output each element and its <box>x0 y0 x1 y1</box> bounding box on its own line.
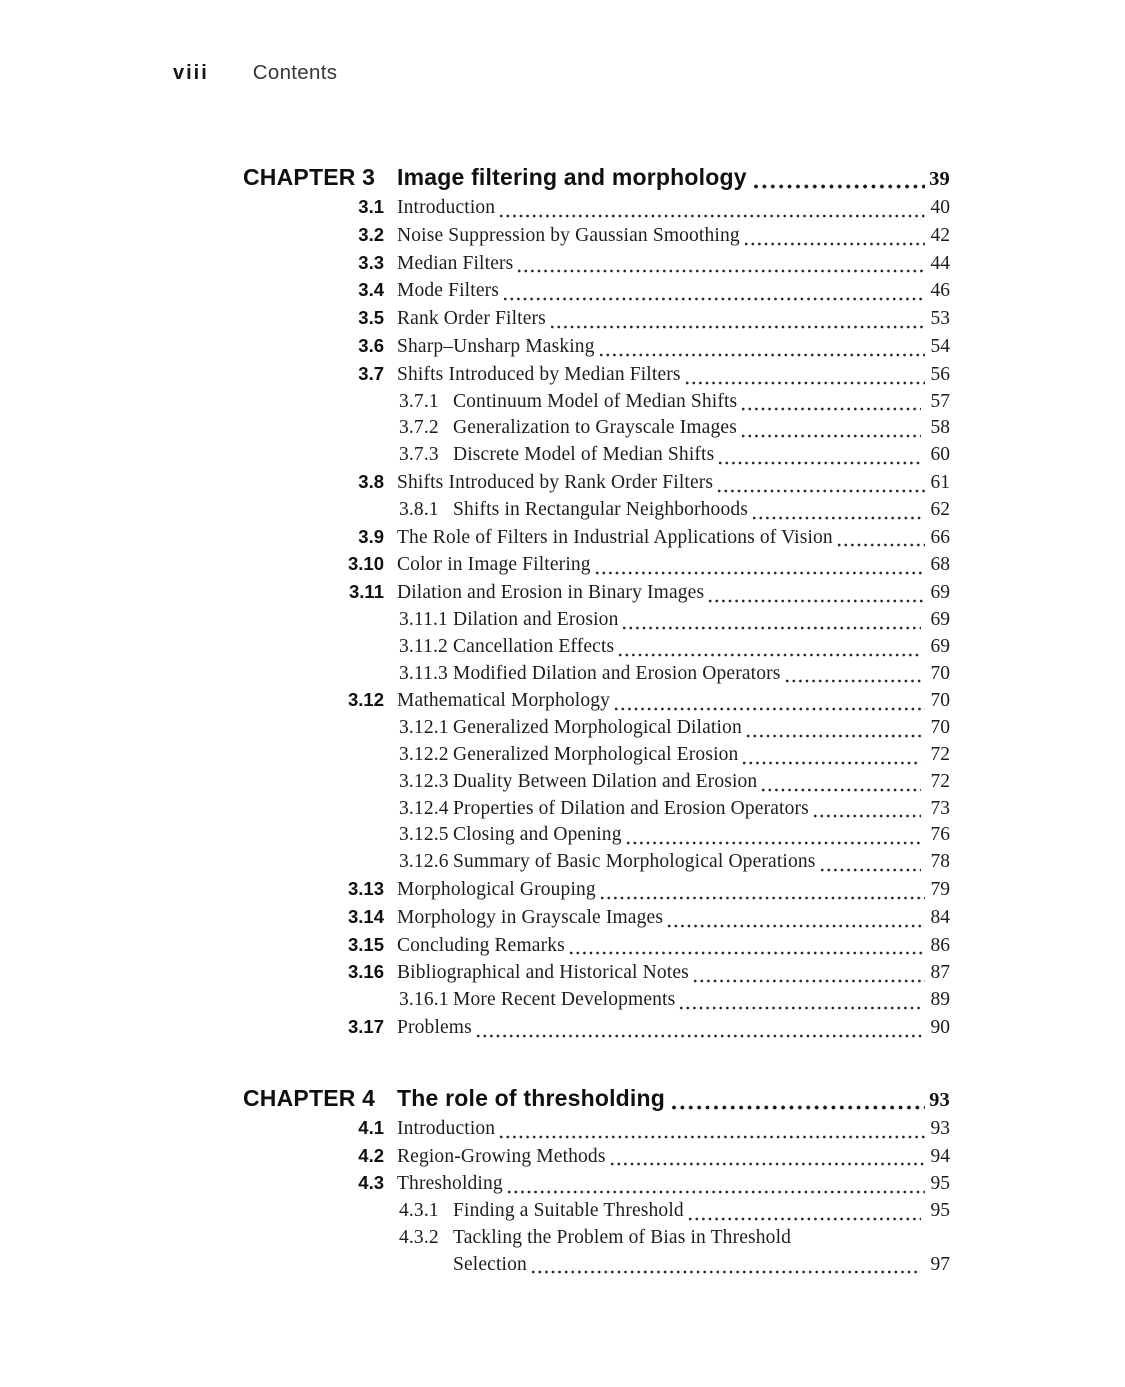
section-number: 4.3 <box>358 1172 384 1194</box>
dot-leader <box>499 213 925 219</box>
toc-row <box>243 959 950 987</box>
dot-leader <box>753 183 925 190</box>
page-number: 66 <box>930 526 950 548</box>
page-number: 60 <box>930 444 950 466</box>
chapter-title: Image filtering and morphology <box>397 164 747 190</box>
dot-leader <box>685 380 925 386</box>
toc-row <box>243 661 950 688</box>
toc-row <box>243 1143 950 1171</box>
toc-row <box>243 497 950 524</box>
section-title: Color in Image Filtering <box>397 554 591 576</box>
subsection-number: 3.12.3 <box>399 770 449 792</box>
section-number: 3.17 <box>347 1015 384 1037</box>
dot-leader <box>741 406 921 412</box>
page-number: 69 <box>930 608 950 630</box>
section-title: Rank Order Filters <box>397 308 546 330</box>
section-number: 3.15 <box>347 933 384 955</box>
subsection-number: 3.12.6 <box>399 851 449 873</box>
section-title: Mode Filters <box>397 280 500 302</box>
section-number: 3.7 <box>358 362 384 384</box>
section-title: Noise Suppression by Gaussian Smoothing <box>397 224 740 246</box>
section-title: Shifts Introduced by Rank Order Filters <box>397 471 714 493</box>
section-title: Dilation and Erosion in Binary Images <box>397 582 705 604</box>
dot-leader <box>599 352 925 358</box>
toc-row <box>243 524 950 552</box>
toc-row <box>243 932 950 960</box>
page-number: 70 <box>930 690 950 712</box>
toc-row <box>243 769 950 796</box>
page-number: 69 <box>930 635 950 657</box>
page-number: 62 <box>930 498 950 520</box>
toc-row <box>243 876 950 904</box>
toc-row <box>243 1170 950 1198</box>
chapter-heading-row <box>243 162 950 194</box>
folio-page-number: viii <box>173 62 209 84</box>
section-title: Cancellation Effects <box>453 635 615 657</box>
page-number: 73 <box>930 797 950 819</box>
toc-row <box>243 904 950 932</box>
dot-leader <box>550 324 925 330</box>
subsection-number: 4.3.1 <box>399 1200 439 1222</box>
running-header-title: Contents <box>252 61 338 84</box>
page-header <box>173 61 337 85</box>
dot-leader <box>569 950 925 956</box>
page-number: 61 <box>930 471 950 493</box>
toc-row <box>243 469 950 497</box>
section-number: 3.10 <box>347 553 384 575</box>
toc-row <box>243 277 950 305</box>
page-number: 89 <box>930 989 950 1011</box>
toc-row <box>243 579 950 607</box>
section-title: Tackling the Problem of Bias in Threshold <box>453 1226 792 1248</box>
section-number: 3.11 <box>349 581 384 603</box>
dot-leader <box>717 488 925 494</box>
section-title: Introduction <box>397 197 496 218</box>
subsection-number: 3.11.2 <box>399 635 448 657</box>
section-title: Shifts Introduced by Median Filters <box>397 363 681 385</box>
dot-leader <box>693 978 925 984</box>
section-title: Mathematical Morphology <box>397 690 611 712</box>
section-title: Thresholding <box>397 1173 503 1195</box>
section-number: 3.8 <box>358 470 384 492</box>
section-title: Modified Dilation and Erosion Operators <box>453 662 781 684</box>
dot-leader <box>752 515 921 521</box>
section-title: Properties of Dilation and Erosion Operators <box>453 797 809 819</box>
toc-row <box>243 415 950 442</box>
section-title: Dilation and Erosion <box>453 608 619 630</box>
dot-leader <box>499 1134 925 1140</box>
dot-leader <box>708 598 925 604</box>
dot-leader <box>614 706 925 712</box>
toc-row <box>243 222 950 250</box>
dot-leader <box>531 1269 921 1275</box>
subsection-number: 3.11.3 <box>399 662 448 684</box>
section-title: The Role of Filters in Industrial Applications of Vision <box>397 526 833 548</box>
toc-row <box>243 333 950 361</box>
page-number: 90 <box>930 1016 950 1038</box>
page-number: 86 <box>930 934 950 956</box>
toc-row <box>243 607 950 634</box>
subsection-number: 3.7.2 <box>399 417 439 439</box>
dot-leader <box>746 733 921 739</box>
section-title: Generalized Morphological Erosion <box>453 743 739 765</box>
page-number: 79 <box>930 878 950 900</box>
section-number: 3.3 <box>358 251 384 273</box>
dot-leader <box>744 241 925 247</box>
subsection-number: 3.16.1 <box>399 989 449 1011</box>
dot-leader <box>688 1216 921 1222</box>
toc-row <box>243 1198 950 1225</box>
section-title: Shifts in Rectangular Neighborhoods <box>453 498 748 520</box>
toc-row <box>243 361 950 389</box>
chapter-label: CHAPTER 4 <box>243 1084 376 1111</box>
page-number: 76 <box>930 824 950 846</box>
page-number: 46 <box>930 280 950 302</box>
toc-row <box>243 1014 950 1042</box>
subsection-number: 3.11.1 <box>399 608 448 630</box>
toc-row <box>243 796 950 823</box>
toc-row <box>243 551 950 579</box>
toc-row <box>243 822 950 849</box>
toc-row <box>243 250 950 278</box>
chapter-block <box>243 162 950 1042</box>
dot-leader <box>507 1189 925 1195</box>
section-number: 4.1 <box>358 1116 384 1138</box>
page-number: 94 <box>930 1145 950 1167</box>
page-number: 68 <box>930 554 950 576</box>
dot-leader <box>671 1104 925 1111</box>
toc-row <box>243 442 950 469</box>
chapter-page-number: 93 <box>929 1088 950 1111</box>
chapter-block <box>243 1083 950 1279</box>
dot-leader <box>600 895 925 901</box>
toc-row <box>243 687 950 715</box>
section-number: 3.16 <box>347 961 384 983</box>
page-number: 70 <box>930 717 950 739</box>
dot-leader <box>610 1161 925 1167</box>
chapter-heading-row <box>243 1083 950 1115</box>
page-number: 95 <box>930 1200 950 1222</box>
chapter-title: The role of thresholding <box>397 1084 666 1111</box>
section-title: Concluding Remarks <box>397 934 565 956</box>
page-number: 87 <box>930 962 950 984</box>
page-number: 56 <box>930 363 950 385</box>
page-number: 93 <box>930 1117 950 1139</box>
toc-row <box>243 305 950 333</box>
subsection-number: 3.12.5 <box>399 824 449 846</box>
subsection-number: 3.12.1 <box>399 717 449 739</box>
page-number: 78 <box>930 851 950 873</box>
page-number: 97 <box>930 1253 950 1275</box>
section-title: Closing and Opening <box>453 824 622 846</box>
section-title: More Recent Developments <box>453 989 676 1011</box>
dot-leader <box>820 867 921 873</box>
page-number: 42 <box>930 224 950 246</box>
section-title-continued: Selection <box>453 1253 527 1275</box>
dot-leader <box>813 813 921 819</box>
toc-row <box>243 634 950 661</box>
section-title: Morphological Grouping <box>397 878 596 900</box>
dot-leader <box>761 787 921 793</box>
subsection-number: 4.3.2 <box>399 1226 439 1248</box>
subsection-number: 3.12.4 <box>399 797 449 819</box>
table-of-contents <box>243 162 950 1278</box>
section-title: Continuum Model of Median Shifts <box>453 390 738 412</box>
section-number: 3.13 <box>347 877 384 899</box>
section-title: Sharp–Unsharp Masking <box>397 335 595 357</box>
section-title: Generalized Morphological Dilation <box>453 717 742 739</box>
section-title: Discrete Model of Median Shifts <box>453 444 715 466</box>
dot-leader <box>679 1005 921 1011</box>
section-number: 3.1 <box>358 196 384 217</box>
toc-row <box>243 987 950 1014</box>
dot-leader <box>503 296 925 302</box>
subsection-number: 3.7.3 <box>399 444 439 466</box>
dot-leader <box>476 1033 925 1039</box>
section-number: 3.9 <box>358 525 384 547</box>
dot-leader <box>785 678 921 684</box>
page-number: 72 <box>930 743 950 765</box>
toc-row <box>243 849 950 876</box>
toc-row <box>243 1115 950 1143</box>
chapter-page-number: 39 <box>929 168 950 190</box>
section-title: Bibliographical and Historical Notes <box>397 962 689 984</box>
section-number: 3.6 <box>358 334 384 356</box>
dot-leader <box>517 268 925 274</box>
page-number: 70 <box>930 662 950 684</box>
page-number: 54 <box>930 335 950 357</box>
section-number: 4.2 <box>358 1144 384 1166</box>
toc-row <box>243 1225 950 1252</box>
dot-leader <box>618 652 921 658</box>
section-title: Finding a Suitable Threshold <box>453 1200 684 1222</box>
section-title: Morphology in Grayscale Images <box>397 906 664 928</box>
page-number: 53 <box>930 308 950 330</box>
section-title: Summary of Basic Morphological Operations <box>453 851 816 873</box>
section-title: Problems <box>397 1016 472 1038</box>
page-number: 72 <box>930 770 950 792</box>
dot-leader <box>667 923 925 929</box>
section-number: 3.5 <box>358 307 384 329</box>
subsection-number: 3.12.2 <box>399 743 449 765</box>
page-number: 57 <box>930 390 950 412</box>
section-title: Median Filters <box>397 252 514 274</box>
dot-leader <box>595 570 925 576</box>
section-title: Introduction <box>397 1117 496 1139</box>
section-number: 3.2 <box>358 223 384 245</box>
toc-row-continuation <box>243 1252 950 1279</box>
section-title: Generalization to Grayscale Images <box>453 417 737 439</box>
toc-row <box>243 389 950 416</box>
toc-row <box>243 742 950 769</box>
dot-leader <box>837 542 925 548</box>
chapter-label: CHAPTER 3 <box>243 164 376 190</box>
dot-leader <box>626 840 921 846</box>
page-number: 95 <box>930 1173 950 1195</box>
page-number: 44 <box>930 252 950 274</box>
subsection-number: 3.7.1 <box>399 390 439 412</box>
section-number: 3.12 <box>347 689 384 711</box>
dot-leader <box>718 460 921 466</box>
page-number: 84 <box>930 906 950 928</box>
dot-leader <box>742 760 921 766</box>
toc-row <box>243 715 950 742</box>
section-title: Region-Growing Methods <box>397 1145 606 1167</box>
page-number: 58 <box>930 417 950 439</box>
page-number: 40 <box>930 197 950 218</box>
dot-leader <box>622 625 921 631</box>
toc-row <box>243 194 950 222</box>
section-number: 3.14 <box>347 905 384 927</box>
subsection-number: 3.8.1 <box>399 498 439 520</box>
dot-leader <box>741 433 921 439</box>
section-title: Duality Between Dilation and Erosion <box>453 770 758 792</box>
page-number: 69 <box>930 582 950 604</box>
section-number: 3.4 <box>358 279 384 301</box>
